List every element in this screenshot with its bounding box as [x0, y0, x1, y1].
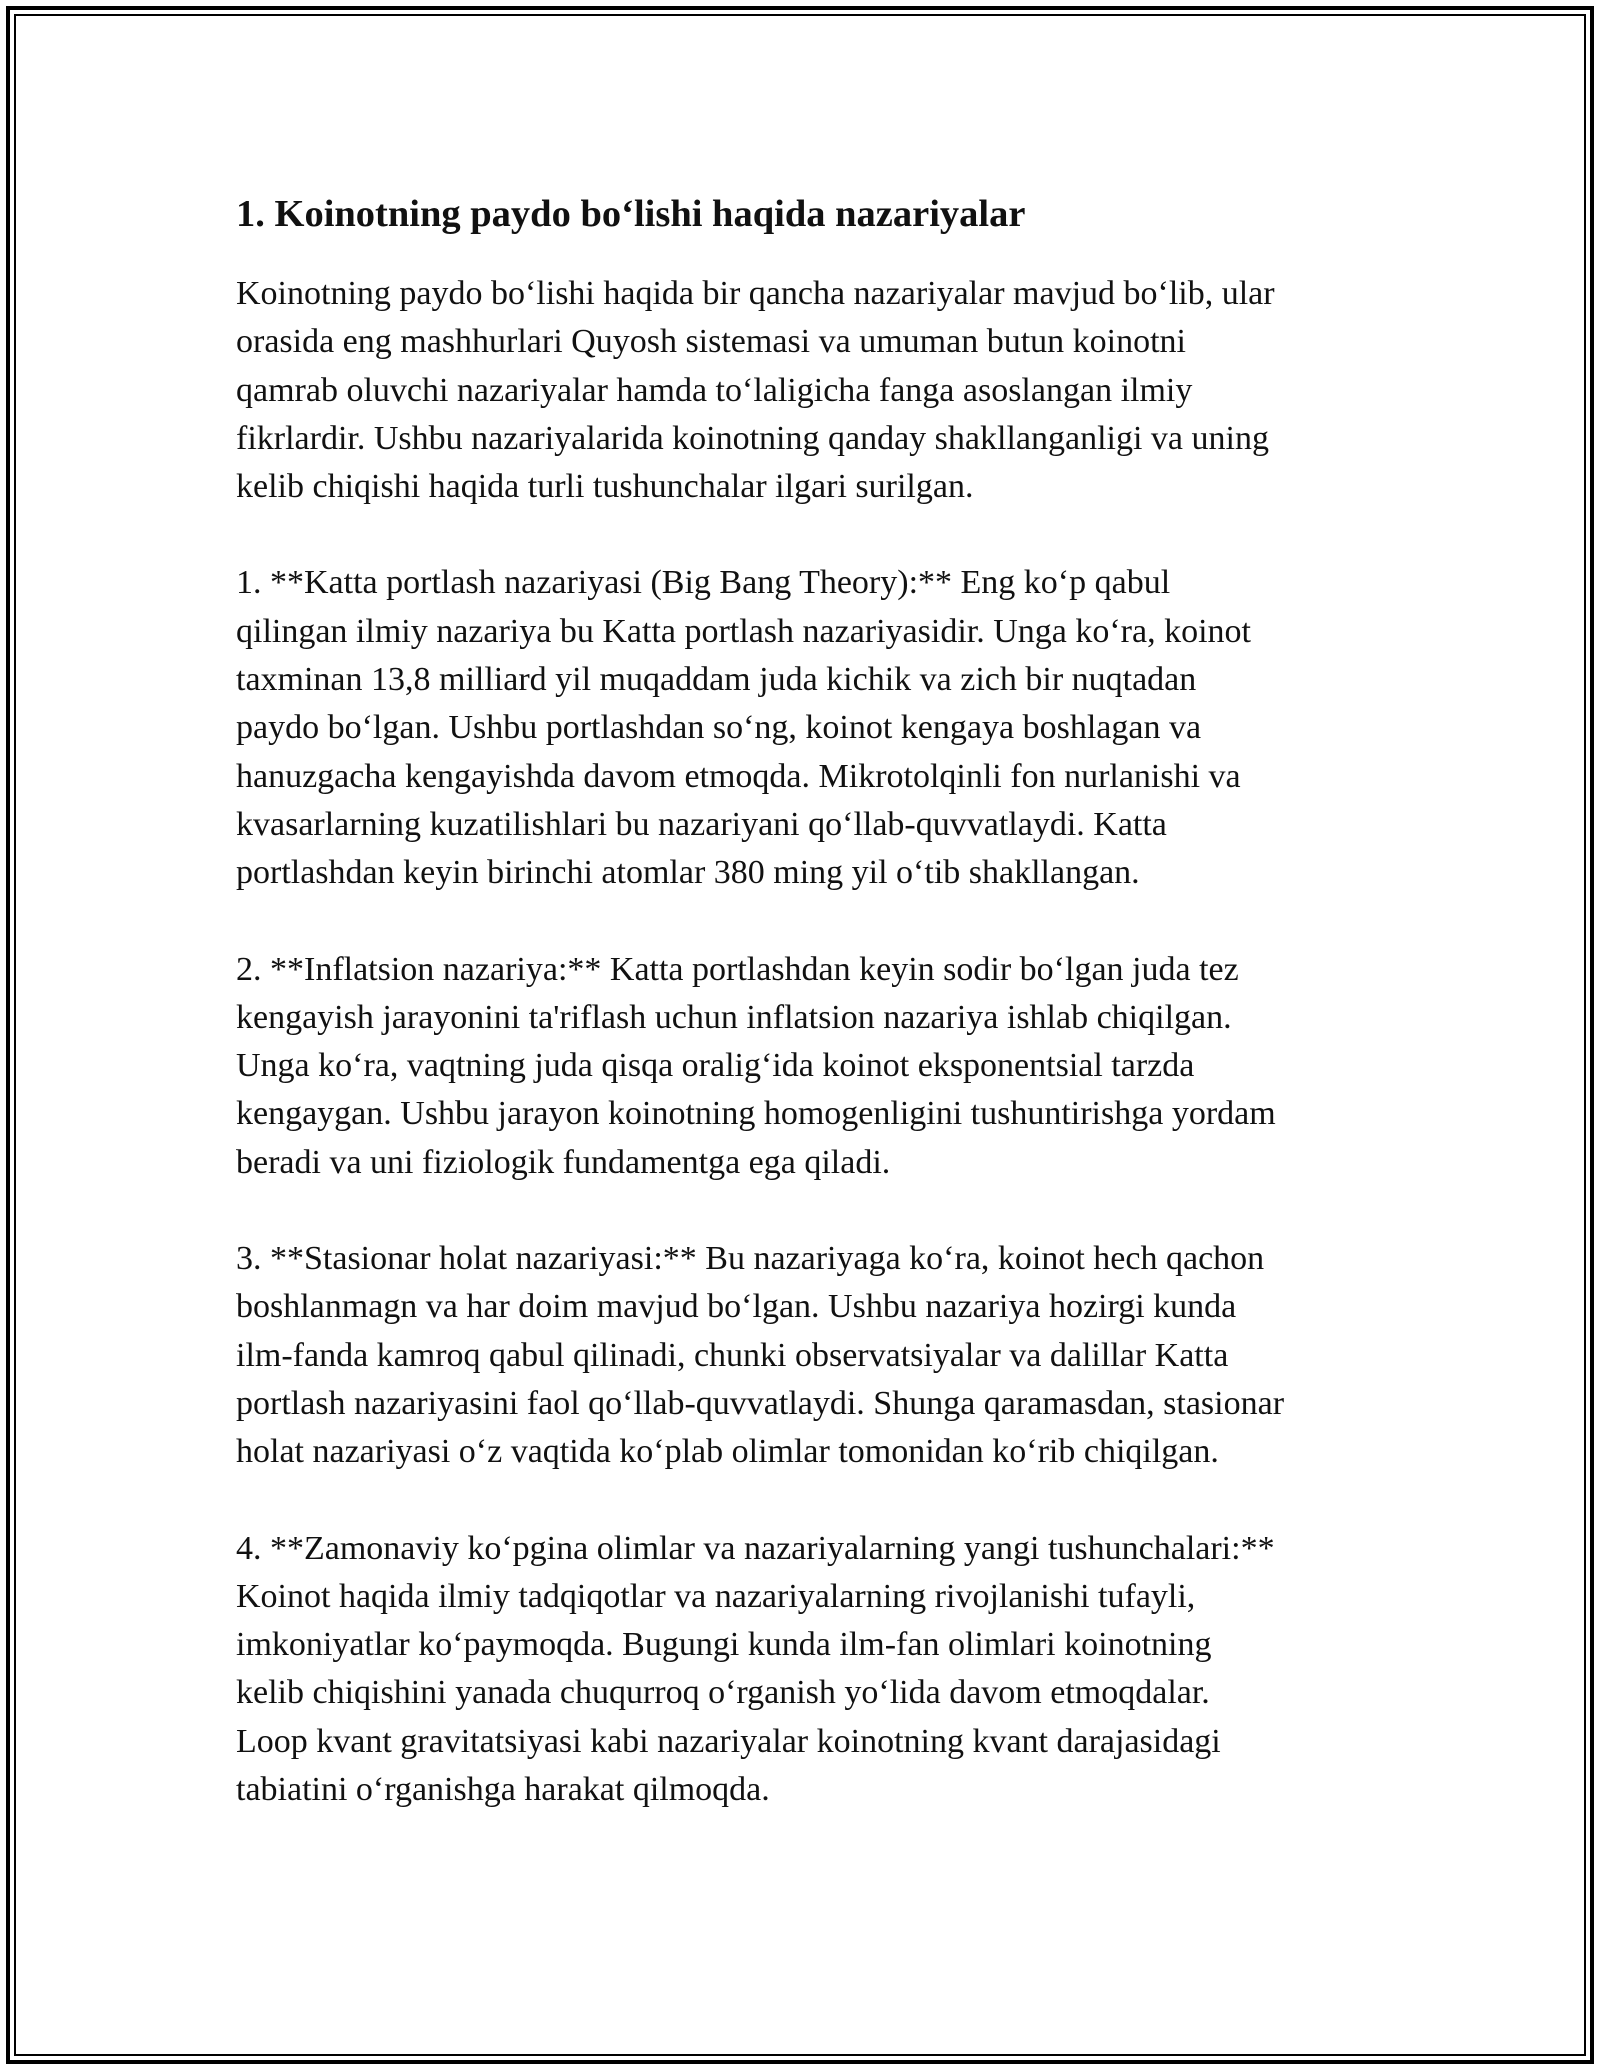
paragraph-big-bang [236, 559, 1386, 897]
paragraph-line: qilingan ilmiy nazariya bu Katta portlash nazariyasidir. Unga ko‘ra, koinot [236, 612, 1251, 650]
document-body [236, 186, 1386, 1862]
paragraph-modern-theories [236, 1525, 1386, 1815]
paragraph-line: fikrlardir. Ushbu nazariyalarida koinotning qanday shakllanganligi va uning [236, 419, 1269, 457]
paragraph-line: portlashdan keyin birinchi atomlar 380 ming yil o‘tib shakllangan. [236, 854, 1140, 892]
paragraph-line: holat nazariyasi o‘z vaqtida ko‘plab olimlar tomonidan ko‘rib chiqilgan. [236, 1433, 1219, 1471]
paragraph-line: Koinot haqida ilmiy tadqiqotlar va nazariyalarning rivojlanishi tufayli, [236, 1577, 1196, 1615]
paragraph-line: kvasarlarning kuzatilishlari bu nazariyani qo‘llab-quvvatlaydi. Katta [236, 805, 1167, 843]
document-title: 1. Koinotning paydo bo‘lishi haqida nazariyalar [236, 193, 1026, 235]
paragraph-line: 4. **Zamonaviy ko‘pgina olimlar va nazariyalarning yangi tushunchalari:** [236, 1529, 1275, 1567]
paragraph-line: tabiatini o‘rganishga harakat qilmoqda. [236, 1771, 770, 1809]
paragraph-line: 1. **Katta portlash nazariyasi (Big Bang Theory):** Eng ko‘p qabul [236, 564, 1171, 602]
paragraph-line: Unga ko‘ra, vaqtning juda qisqa oralig‘ida koinot eksponentsial tarzda [236, 1047, 1195, 1085]
paragraph-line: boshlanmagn va har doim mavjud bo‘lgan. Ushbu nazariya hozirgi kunda [236, 1288, 1237, 1326]
paragraph-line: kelib chiqishini yanada chuqurroq o‘rganish yo‘lida davom etmoqdalar. [236, 1674, 1210, 1712]
paragraph-line: Loop kvant gravitatsiyasi kabi nazariyalar koinotning kvant darajasidagi [236, 1722, 1221, 1760]
paragraph-line: kengaygan. Ushbu jarayon koinotning homogenligini tushuntirishga yordam [236, 1095, 1276, 1133]
paragraph-line: ilm-fanda kamroq qabul qilinadi, chunki observatsiyalar va dalillar Katta [236, 1336, 1229, 1374]
paragraph-line: imkoniyatlar ko‘paymoqda. Bugungi kunda ilm-fan olimlari koinotning [236, 1626, 1212, 1664]
paragraph-line: taxminan 13,8 milliard yil muqaddam juda kichik va zich bir nuqtadan [236, 661, 1197, 699]
paragraph-steady-state [236, 1235, 1386, 1476]
paragraph-line: portlash nazariyasini faol qo‘llab-quvvatlaydi. Shunga qaramasdan, stasionar [236, 1384, 1285, 1422]
paragraph-line: kelib chiqishi haqida turli tushunchalar ilgari surilgan. [236, 468, 974, 506]
paragraph-line: 2. **Inflatsion nazariya:** Katta portlashdan keyin sodir bo‘lgan juda tez [236, 950, 1239, 988]
paragraph-line: kengayish jarayonini ta'riflash uchun inflatsion nazariya ishlab chiqilgan. [236, 998, 1232, 1036]
paragraph-line: paydo bo‘lgan. Ushbu portlashdan so‘ng, koinot kengaya boshlagan va [236, 709, 1202, 747]
paragraph-intro [236, 270, 1386, 511]
paragraph-inflation [236, 946, 1386, 1187]
paragraph-line: orasida eng mashhurlari Quyosh sistemasi va umuman butun koinotni [236, 323, 1186, 361]
paragraph-line: qamrab oluvchi nazariyalar hamda to‘laligicha fanga asoslangan ilmiy [236, 371, 1193, 409]
paragraph-line: Koinotning paydo bo‘lishi haqida bir qancha nazariyalar mavjud bo‘lib, ular [236, 275, 1275, 312]
paragraph-line: hanuzgacha kengayishda davom etmoqda. Mikrotolqinli fon nurlanishi va [236, 757, 1241, 795]
paragraph-line: 3. **Stasionar holat nazariyasi:** Bu nazariyaga ko‘ra, koinot hech qachon [236, 1240, 1265, 1278]
paragraph-line: beradi va uni fiziologik fundamentga ega qiladi. [236, 1143, 891, 1181]
